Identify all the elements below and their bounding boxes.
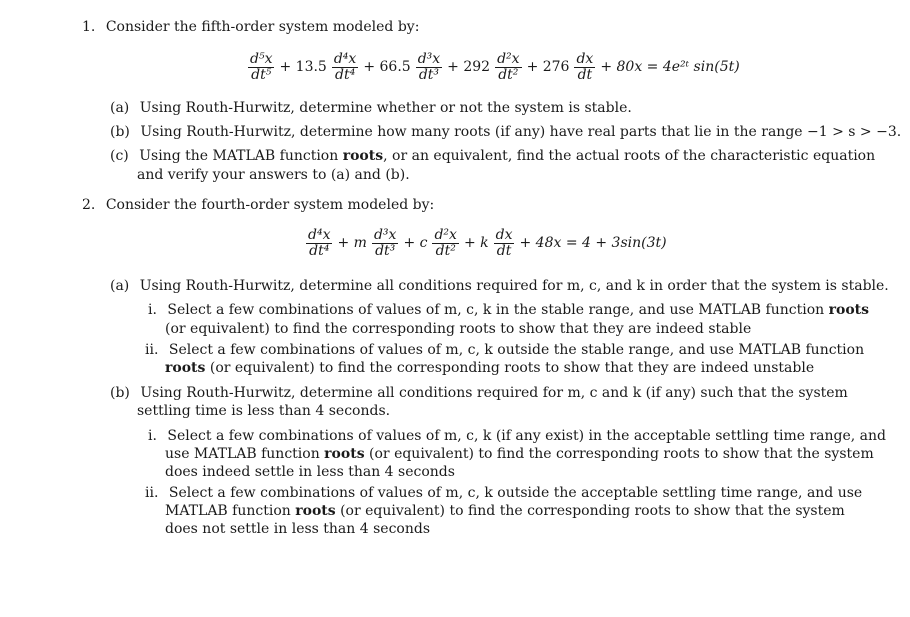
q2-part-a-ii (145, 341, 864, 360)
q1-part-a (110, 99, 632, 118)
q2-part-b-i-line2 (165, 445, 874, 464)
q2-part-b-i-text2a: use MATLAB function (165, 446, 320, 462)
q1-eq-coef3: + 66.5 (363, 59, 411, 75)
q1-eq-term3 (416, 52, 442, 83)
q2-part-a-i-label: i. (148, 302, 157, 318)
q1-part-a-text: Using Routh-Hurwitz, determine whether or not the system is stable. (139, 100, 632, 116)
q1-eq-rhs: + 80x = 4e²ᵗ sin(5t) (600, 59, 740, 75)
q2-part-a-ii-text2: (or equivalent) to find the corresponding roots to show that they are indeed unstable (209, 360, 815, 376)
q1-part-b (110, 123, 901, 142)
q2-eq-term2-den: dt³ (375, 243, 396, 259)
q1-eq-term1-den: dt⁵ (251, 67, 272, 83)
q2-equation (304, 228, 670, 259)
q2-eq-coef-c: + c (403, 235, 428, 251)
q2-part-a (110, 277, 889, 296)
q1-equation (246, 52, 743, 83)
q2-part-b-i-label: i. (148, 428, 157, 444)
q2-eq-term1-den: dt⁴ (309, 243, 330, 259)
q2-part-b-label: (b) (110, 385, 130, 401)
q2-part-a-i-roots: roots (828, 302, 870, 318)
q2-part-a-i-text1: Select a few combinations of values of m, c, k in the stable range, and use MATLAB function (167, 302, 825, 318)
q1-part-c-roots: roots (342, 148, 384, 164)
q2-part-b-ii-text2a: MATLAB function (165, 503, 291, 519)
q2-eq-term3-den: dt² (435, 243, 456, 259)
q1-eq-term4-den: dt² (498, 67, 519, 83)
q2-part-b-ii-text1: Select a few combinations of values of m, c, k outside the acceptable settling time range, and use (168, 485, 863, 501)
q2-eq-term4 (494, 228, 515, 259)
q1-eq-term4-num: d²x (497, 51, 520, 67)
q1-heading (82, 18, 419, 37)
q2-eq-term1 (306, 228, 332, 259)
q1-eq-coef5: + 276 (526, 59, 570, 75)
q2-part-a-ii-cont (165, 359, 814, 378)
q2-part-a-i (148, 301, 869, 320)
q1-eq-term5 (574, 52, 595, 83)
q1-eq-term2-den: dt⁴ (334, 67, 356, 83)
q2-eq-term2-num: d³x (373, 227, 397, 243)
q2-intro: Consider the fourth-order system modeled by: (105, 197, 435, 213)
q2-eq-term4-den: dt (496, 243, 512, 259)
q2-part-b-ii (145, 484, 862, 503)
q2-part-b-ii-text2b: (or equivalent) to find the corresponding roots to show that the system (340, 503, 845, 519)
q2-part-b-i-line3: does indeed settle in less than 4 seconds (165, 464, 455, 480)
q2-eq-term1-num: d⁴x (308, 227, 331, 243)
q2-part-b-ii-line3: does not settle in less than 4 seconds (165, 521, 431, 537)
q1-part-c-text1: Using the MATLAB function (139, 148, 339, 164)
q1-part-c-text2: , or an equivalent, find the actual roots of the characteristic equation (383, 148, 876, 164)
q2-part-a-i-cont: (or equivalent) to find the corresponding roots to show that they are indeed stable (165, 321, 752, 337)
q2-part-a-ii-label: ii. (145, 342, 159, 358)
q2-number: 2. (82, 197, 96, 213)
q2-eq-rhs: + 48x = 4 + 3sin(3t) (519, 235, 667, 251)
q1-number: 1. (82, 19, 96, 35)
q1-eq-term2-num: d⁴x (333, 51, 357, 67)
q2-part-b-i-roots: roots (324, 446, 365, 462)
q1-part-b-label: (b) (110, 124, 130, 140)
q1-part-a-label: (a) (110, 100, 130, 116)
q2-part-b-ii-roots: roots (295, 503, 336, 519)
q2-eq-coef-m: + m (337, 235, 367, 251)
q1-part-c-label: (c) (110, 148, 129, 164)
q2-eq-term3-num: d²x (434, 227, 457, 243)
q2-part-b-cont: settling time is less than 4 seconds. (137, 403, 391, 419)
q2-part-b-i (148, 427, 886, 446)
q2-part-b (110, 384, 848, 403)
q2-eq-term3 (432, 228, 458, 259)
q2-eq-term2 (372, 228, 398, 259)
q1-eq-term1-num: d⁵x (250, 51, 273, 67)
q2-part-b-ii-label: ii. (145, 485, 159, 501)
q2-part-a-text: Using Routh-Hurwitz, determine all conditions required for m, c, and k in order that the system is stable. (139, 278, 889, 294)
q1-eq-coef2: + 13.5 (279, 59, 327, 75)
q1-part-c (110, 147, 875, 166)
q1-part-b-text: Using Routh-Hurwitz, determine how many roots (if any) have real parts that lie in the range −1 > s > −3. (140, 124, 902, 140)
q2-part-a-ii-roots: roots (165, 360, 206, 376)
q2-eq-coef-k: + k (463, 235, 489, 251)
q2-eq-term4-num: dx (495, 227, 513, 243)
q2-part-a-label: (a) (110, 278, 130, 294)
q1-eq-term2 (332, 52, 358, 83)
q1-eq-term4 (495, 52, 521, 83)
q1-eq-term1 (248, 52, 274, 83)
q1-eq-term5-num: dx (576, 51, 594, 67)
q1-eq-term3-den: dt³ (418, 67, 440, 83)
q1-intro: Consider the fifth-order system modeled by: (105, 19, 420, 35)
q2-part-b-ii-line2 (165, 502, 845, 521)
q2-part-b-i-text1: Select a few combinations of values of m, c, k (if any exist) in the acceptable settling time range, and (167, 428, 886, 444)
q2-part-b-text1: Using Routh-Hurwitz, determine all conditions required for m, c and k (if any) such that the system (140, 385, 848, 401)
q1-eq-term3-num: d³x (417, 51, 441, 67)
q1-part-c-cont: and verify your answers to (a) and (b). (137, 167, 410, 183)
q2-part-a-ii-text1: Select a few combinations of values of m, c, k outside the stable range, and use MATLAB function (168, 342, 865, 358)
q1-eq-coef4: + 292 (447, 59, 491, 75)
q2-part-b-i-text2b: (or equivalent) to find the corresponding roots to show that the system (369, 446, 874, 462)
q1-eq-term5-den: dt (577, 67, 593, 83)
q2-heading (82, 196, 434, 215)
